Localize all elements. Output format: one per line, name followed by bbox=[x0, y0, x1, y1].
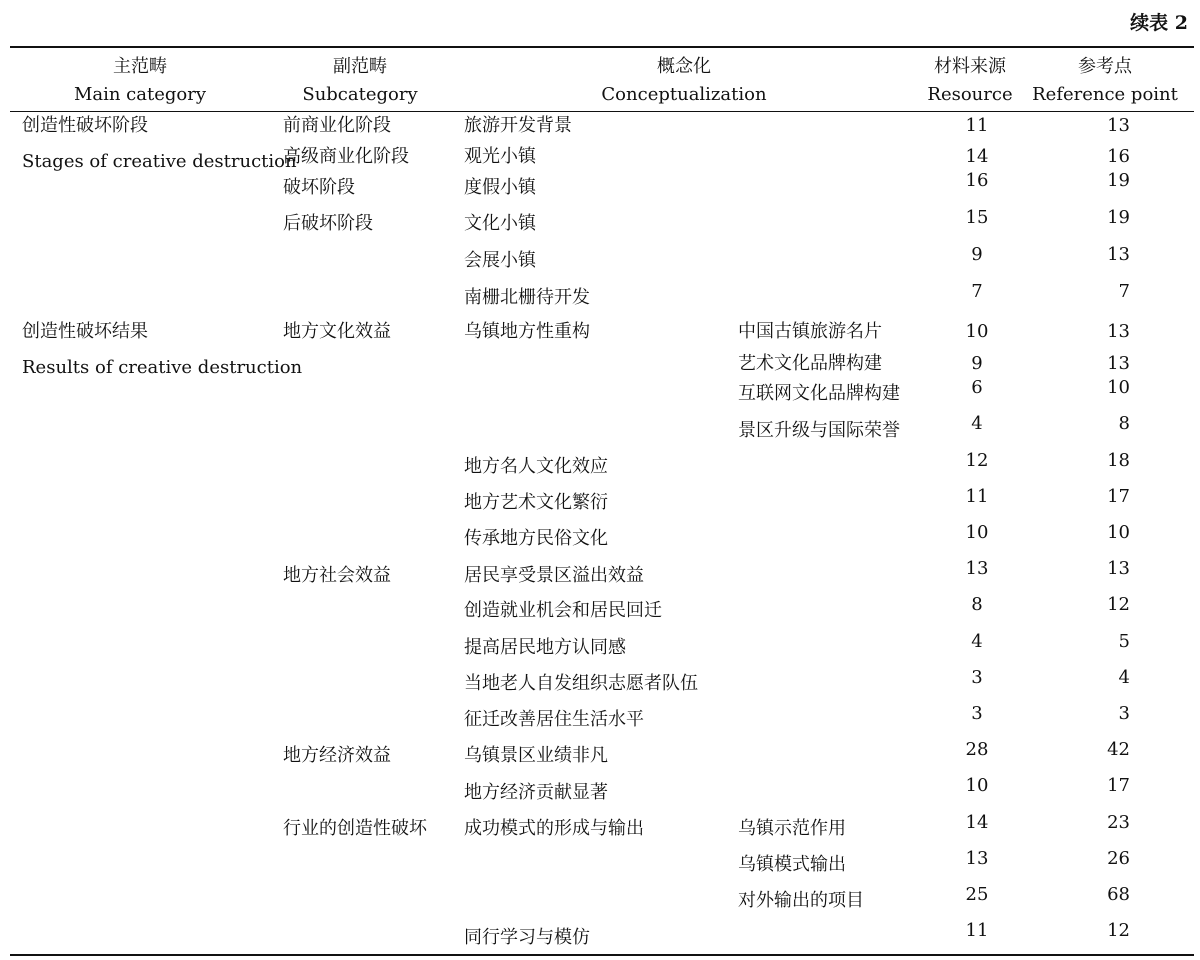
reference-count: 4 bbox=[1118, 667, 1130, 688]
header-resource-cn: 材料来源 bbox=[934, 56, 1006, 77]
reference-count: 13 bbox=[1107, 558, 1130, 579]
concept: 乌镇地方性重构 bbox=[464, 321, 590, 342]
concept: 居民享受景区溢出效益 bbox=[464, 565, 644, 586]
top-rule bbox=[10, 46, 1194, 48]
main-category-cn: 创造性破坏阶段 bbox=[22, 115, 148, 136]
reference-count: 13 bbox=[1107, 353, 1130, 374]
reference-count: 18 bbox=[1107, 450, 1130, 471]
reference-count: 12 bbox=[1107, 920, 1130, 941]
header-main-en: Main category bbox=[73, 84, 207, 105]
subcategory: 地方文化效益 bbox=[283, 321, 391, 342]
reference-count: 17 bbox=[1107, 486, 1130, 507]
resource-count: 25 bbox=[965, 884, 989, 905]
reference-count: 23 bbox=[1107, 812, 1130, 833]
resource-count: 14 bbox=[965, 146, 989, 167]
concept-detail: 对外输出的项目 bbox=[738, 890, 864, 911]
header-ref-cn: 参考点 bbox=[1078, 56, 1132, 77]
resource-count: 10 bbox=[965, 321, 989, 342]
header-ref-en: Reference point bbox=[1032, 84, 1178, 105]
subcategory: 行业的创造性破坏 bbox=[283, 818, 427, 839]
concept: 乌镇景区业绩非凡 bbox=[464, 745, 608, 766]
concept: 会展小镇 bbox=[464, 250, 536, 271]
resource-count: 10 bbox=[965, 775, 989, 796]
resource-count: 16 bbox=[965, 170, 989, 191]
main-category-en: Stages of creative destruction bbox=[22, 151, 297, 172]
resource-count: 11 bbox=[965, 920, 989, 941]
resource-count: 13 bbox=[965, 558, 989, 579]
concept: 征迁改善居住生活水平 bbox=[464, 709, 644, 730]
resource-count: 11 bbox=[965, 486, 989, 507]
concept-detail: 景区升级与国际荣誉 bbox=[738, 420, 900, 441]
reference-count: 7 bbox=[1118, 281, 1130, 302]
reference-count: 10 bbox=[1107, 377, 1130, 398]
subcategory: 破坏阶段 bbox=[283, 177, 355, 198]
concept-detail: 乌镇示范作用 bbox=[738, 818, 846, 839]
resource-count: 15 bbox=[965, 207, 989, 228]
concept-detail: 艺术文化品牌构建 bbox=[738, 353, 882, 374]
resource-count: 13 bbox=[965, 848, 989, 869]
concept-detail: 中国古镇旅游名片 bbox=[738, 321, 882, 342]
reference-count: 8 bbox=[1118, 413, 1130, 434]
resource-count: 4 bbox=[971, 631, 983, 652]
subcategory: 后破坏阶段 bbox=[283, 213, 373, 234]
concept: 当地老人自发组织志愿者队伍 bbox=[464, 673, 698, 694]
resource-count: 3 bbox=[971, 667, 983, 688]
concept: 创造就业机会和居民回迁 bbox=[464, 600, 662, 621]
subcategory: 高级商业化阶段 bbox=[283, 146, 409, 167]
concept: 同行学习与模仿 bbox=[464, 927, 590, 948]
subcategory: 地方社会效益 bbox=[283, 565, 391, 586]
continued-label: 续表 2 bbox=[1130, 12, 1188, 34]
header-main-cn: 主范畴 bbox=[113, 56, 167, 77]
resource-count: 8 bbox=[971, 594, 983, 615]
resource-count: 10 bbox=[965, 522, 989, 543]
header-concept-en: Conceptualization bbox=[601, 84, 767, 105]
reference-count: 3 bbox=[1118, 703, 1130, 724]
concept: 文化小镇 bbox=[464, 213, 536, 234]
concept: 地方艺术文化繁衍 bbox=[464, 492, 608, 513]
resource-count: 28 bbox=[965, 739, 989, 760]
reference-count: 13 bbox=[1107, 244, 1130, 265]
reference-count: 10 bbox=[1107, 522, 1130, 543]
resource-count: 6 bbox=[971, 377, 983, 398]
resource-count: 4 bbox=[971, 413, 983, 434]
resource-count: 9 bbox=[971, 353, 983, 374]
concept: 成功模式的形成与输出 bbox=[464, 818, 644, 839]
reference-count: 42 bbox=[1107, 739, 1130, 760]
header-sub-en: Subcategory bbox=[302, 84, 418, 105]
concept: 提高居民地方认同感 bbox=[464, 637, 626, 658]
concept: 传承地方民俗文化 bbox=[464, 528, 608, 549]
concept-detail: 互联网文化品牌构建 bbox=[738, 383, 900, 404]
bottom-rule bbox=[10, 954, 1194, 956]
reference-count: 13 bbox=[1107, 115, 1130, 136]
header-sub-cn: 副范畴 bbox=[333, 56, 387, 77]
reference-count: 13 bbox=[1107, 321, 1130, 342]
header-concept-cn: 概念化 bbox=[657, 56, 711, 77]
subcategory: 前商业化阶段 bbox=[283, 115, 391, 136]
resource-count: 11 bbox=[965, 115, 989, 136]
resource-count: 14 bbox=[965, 812, 989, 833]
resource-count: 9 bbox=[971, 244, 983, 265]
reference-count: 5 bbox=[1118, 631, 1130, 652]
concept: 度假小镇 bbox=[464, 177, 536, 198]
concept: 南栅北栅待开发 bbox=[464, 287, 590, 308]
header-rule bbox=[10, 111, 1194, 112]
resource-count: 12 bbox=[965, 450, 989, 471]
concept: 旅游开发背景 bbox=[464, 115, 572, 136]
subcategory: 地方经济效益 bbox=[283, 745, 391, 766]
reference-count: 26 bbox=[1107, 848, 1130, 869]
main-category-en: Results of creative destruction bbox=[22, 357, 303, 378]
resource-count: 3 bbox=[971, 703, 983, 724]
concept: 地方名人文化效应 bbox=[464, 456, 608, 477]
reference-count: 19 bbox=[1107, 207, 1130, 228]
reference-count: 16 bbox=[1107, 146, 1130, 167]
reference-count: 19 bbox=[1107, 170, 1130, 191]
reference-count: 17 bbox=[1107, 775, 1130, 796]
resource-count: 7 bbox=[971, 281, 983, 302]
main-category-cn: 创造性破坏结果 bbox=[22, 321, 148, 342]
reference-count: 68 bbox=[1107, 884, 1130, 905]
concept: 地方经济贡献显著 bbox=[464, 782, 608, 803]
reference-count: 12 bbox=[1107, 594, 1130, 615]
concept-detail: 乌镇模式输出 bbox=[738, 854, 846, 875]
concept: 观光小镇 bbox=[464, 146, 536, 167]
header-resource-en: Resource bbox=[927, 84, 1013, 105]
